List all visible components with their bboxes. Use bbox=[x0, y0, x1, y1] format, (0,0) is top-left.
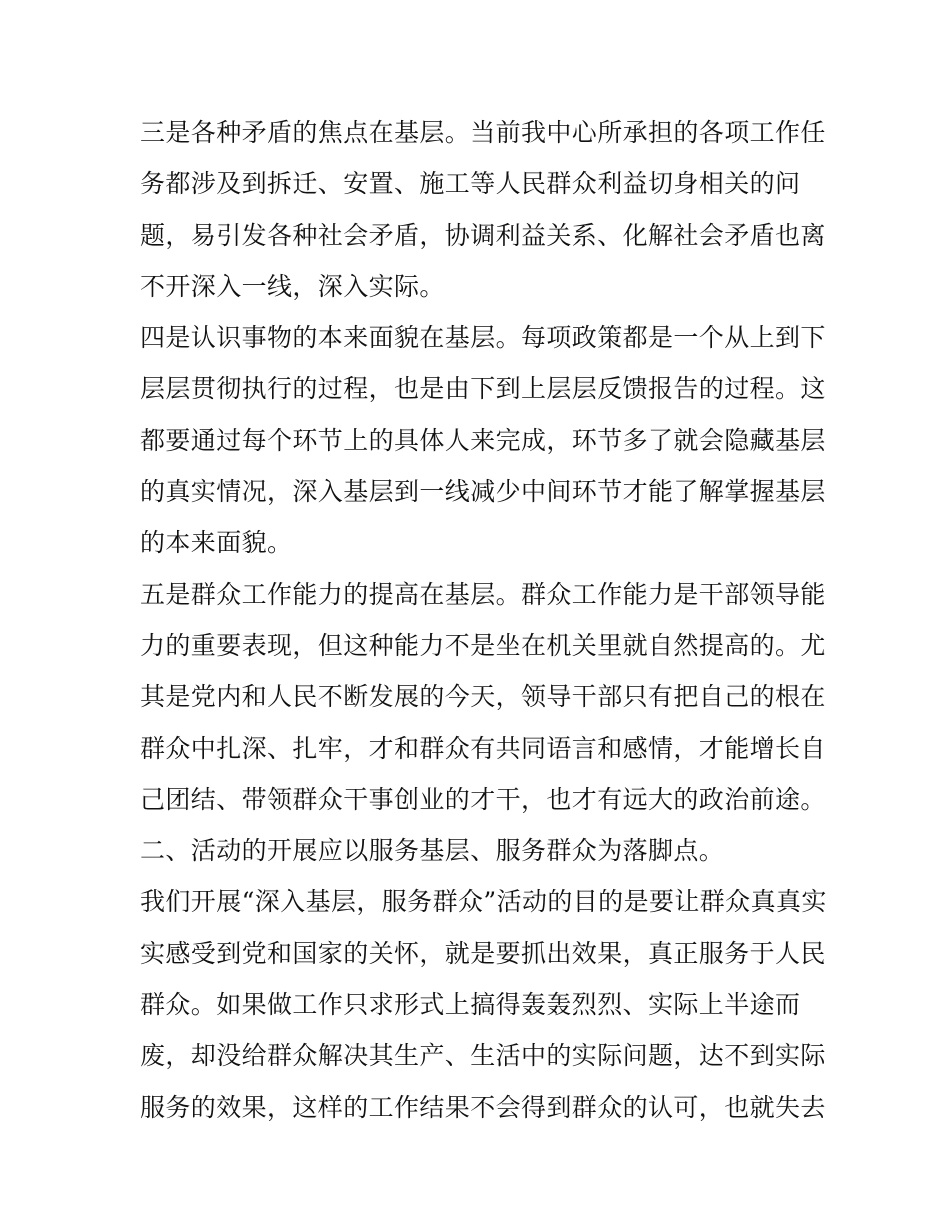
text-line: 务都涉及到拆迁、安置、施工等人民群众利益切身相关的问 bbox=[140, 169, 801, 199]
text-line: 五是群众工作能力的提高在基层。群众工作能力是干部领导能 bbox=[140, 579, 826, 609]
text-line: 四是认识事物的本来面貌在基层。每项政策都是一个从上到下 bbox=[140, 323, 826, 353]
text-line: 群众。如果做工作只求形式上搞得轰轰烈烈、实际上半途而 bbox=[140, 990, 801, 1020]
text-line: 其是党内和人民不断发展的今天，领导干部只有把自己的根在 bbox=[140, 682, 826, 712]
text-line: 力的重要表现，但这种能力不是坐在机关里就自然提高的。尤 bbox=[140, 630, 826, 660]
text-line: 不开深入一线，深入实际。 bbox=[140, 271, 445, 301]
text-line: 的真实情况，深入基层到一线减少中间环节才能了解掌握基层 bbox=[140, 477, 826, 507]
text-line: 己团结、带领群众干事创业的才干，也才有远大的政治前途。 bbox=[140, 784, 826, 814]
text-line: 我们开展“深入基层，服务群众”活动的目的是要让群众真真实 bbox=[140, 887, 827, 917]
text-line: 群众中扎深、扎牢，才和群众有共同语言和感情，才能增长自 bbox=[140, 733, 826, 763]
text-line: 的本来面貌。 bbox=[140, 528, 293, 558]
body-text bbox=[140, 107, 827, 1133]
text-line: 题，易引发各种社会矛盾，协调利益关系、化解社会矛盾也离 bbox=[140, 220, 826, 250]
text-line: 层层贯彻执行的过程，也是由下到上层层反馈报告的过程。这 bbox=[140, 374, 826, 404]
text-line: 废，却没给群众解决其生产、生活中的实际问题，达不到实际 bbox=[140, 1041, 826, 1071]
text-line: 三是各种矛盾的焦点在基层。当前我中心所承担的各项工作任 bbox=[140, 118, 826, 147]
section-heading: 二、活动的开展应以服务基层、服务群众为落脚点。 bbox=[140, 836, 725, 866]
text-line: 都要通过每个环节上的具体人来完成，环节多了就会隐藏基层 bbox=[140, 425, 826, 455]
text-line: 服务的效果，这样的工作结果不会得到群众的认可，也就失去 bbox=[140, 1092, 826, 1122]
text-line: 实感受到党和国家的关怀，就是要抓出效果，真正服务于人民 bbox=[140, 938, 826, 968]
